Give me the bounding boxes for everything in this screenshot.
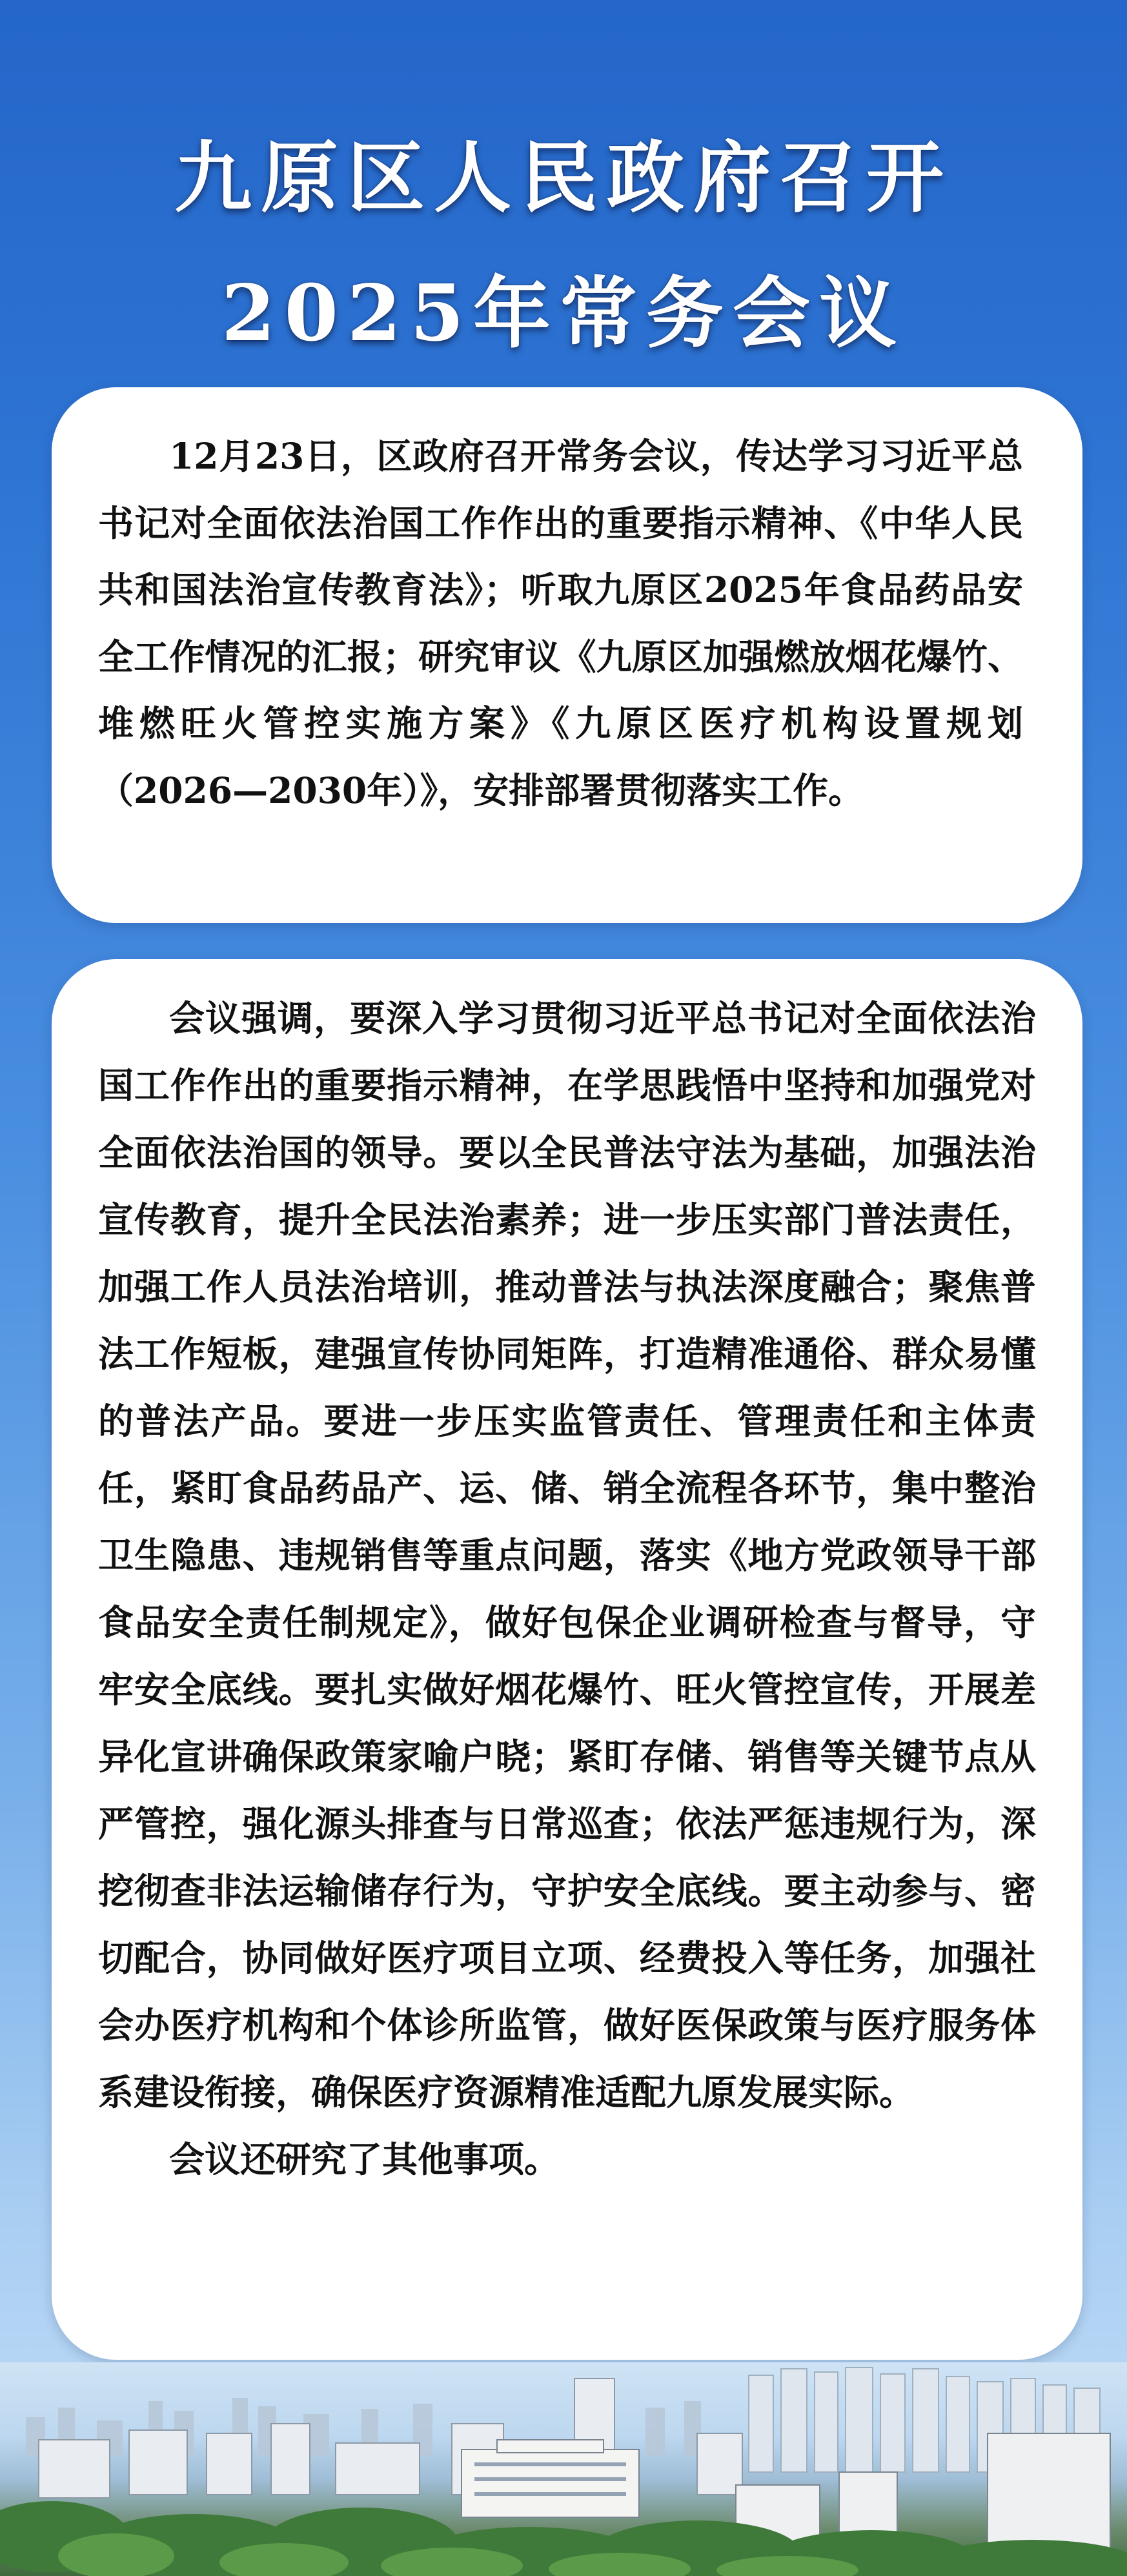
city-skyline-photo bbox=[0, 2362, 1127, 2576]
summary-paragraph: 12月23日，区政府召开常务会议，传达学习习近平总书记对全面依法治国工作作出的重要指示精神、《中华人民共和国法治宣传教育法》；听取九原区2025年食品药品安全工作情况的汇报；研究审议《九原区加强燃放烟花爆竹、堆燃旺火管控实施方案》《九原区医疗机构设置规划（2026—2030年）》，安排部署贯彻落实工作。 bbox=[98, 435, 1023, 811]
details-card bbox=[52, 959, 1082, 2360]
page-title-line1: 九原区人民政府召开 bbox=[174, 132, 953, 223]
skyline-illustration bbox=[0, 2362, 1127, 2576]
closing-paragraph: 会议还研究了其他事项。 bbox=[169, 2138, 560, 2180]
summary-card bbox=[52, 387, 1082, 923]
page-title-line2: 2025年常务会议 bbox=[221, 268, 906, 359]
details-paragraph: 会议强调，要深入学习贯彻习近平总书记对全面依法治国工作作出的重要指示精神，在学思践悟中坚持和加强党对全面依法治国的领导。要以全民普法守法为基础，加强法治宣传教育，提升全民法治素养；进一步压实部门普法责任，加强工作人员法治培训，推动普法与执法深度融合；聚焦普法工作短板，建强宣传协同矩阵，打造精准通俗、群众易懂的普法产品。要进一步压实监管责任、管理责任和主体责任，紧盯食品药品产、运、储、销全流程各环节，集中整治卫生隐患、违规销售等重点问题，落实《地方党政领导干部食品安全责任制规定》，做好包保企业调研检查与督导，守牢安全底线。要扎实做好烟花爆竹、旺火管控宣传，开展差异化宣讲确保政策家喻户晓；紧盯存储、销售等关键节点从严管控，强化源头排查与日常巡查；依法严惩违规行为，深挖彻查非法运输储存行为，守护安全底线。要主动参与、密切配合，协同做好医疗项目立项、经费投入等任务，加强社会办医疗机构和个体诊所监管，做好医保政策与医疗服务体系建设衔接，确保医疗资源精准适配九原发展实际。 bbox=[98, 997, 1036, 2113]
